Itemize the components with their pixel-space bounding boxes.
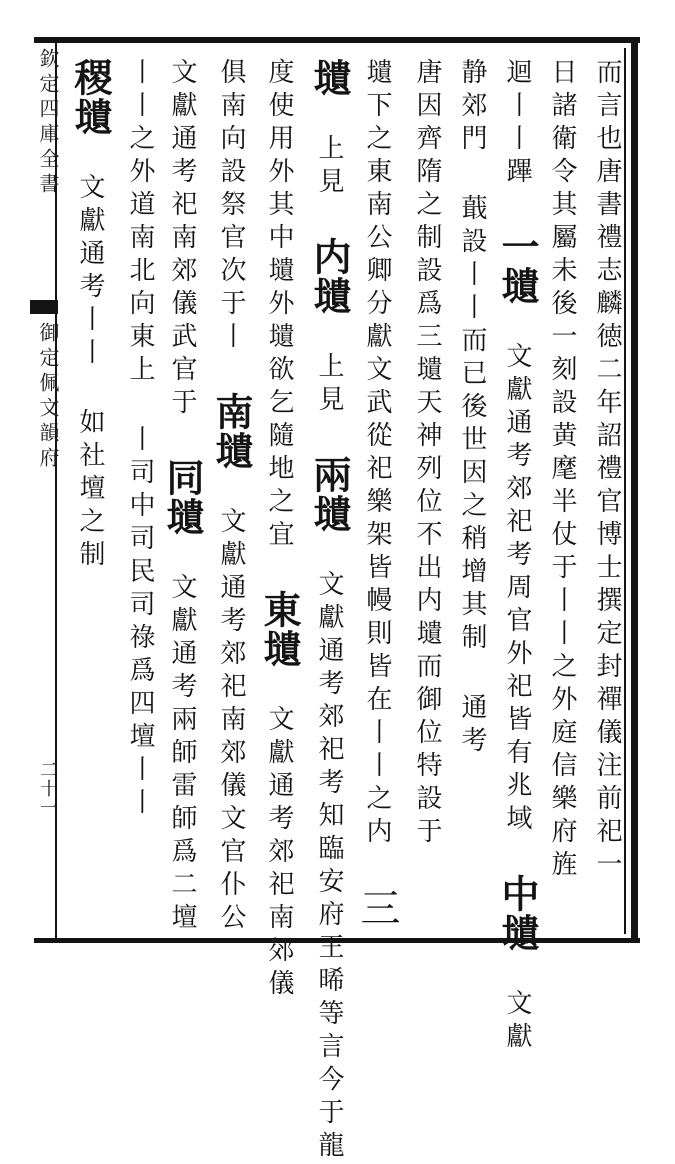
text-column-11	[123, 58, 157, 821]
frame-border-top	[34, 37, 640, 43]
column-text: 文獻通考祀南郊儀武官于	[167, 58, 197, 421]
text-column-10	[160, 58, 205, 936]
book-title-top: 欽定四庫全書	[36, 48, 60, 198]
column-text: 日諸衛令其屬未後一刻設黄麾半仗于丨丨之外庭信樂府旌	[547, 58, 577, 883]
headword-liang-wei: 兩壝	[307, 455, 352, 533]
column-text: 文獻通考郊祀南郊儀文官仆公	[216, 507, 246, 936]
text-column-5	[410, 58, 444, 850]
column-text: 文獻通考郊祀南郊儀	[264, 705, 294, 1002]
text-column-2	[545, 58, 579, 883]
headword-nan-wei: 南壝	[209, 392, 254, 470]
text-column-6	[354, 58, 400, 934]
headword-zhong-wei: 中壝	[495, 874, 540, 952]
column-text: 文獻通考郊祀考周官外祀皆有兆域	[502, 342, 532, 837]
column-text: 唐因齊隋之制設爲三壝天神列位不出内壝而御位特設于	[412, 58, 442, 850]
text-column-8	[257, 58, 302, 1002]
column-text: 丨丨之外道南北向東上	[125, 58, 155, 388]
column-text: 而言也唐書禮志麟徳二年詔禮官博士撰定封禪儀注前祀一	[592, 58, 622, 883]
column-text: 壝下之東南公卿分獻文武從祀樂架皆幔則皆在丨丨之内	[362, 58, 392, 850]
text-column-7	[307, 58, 352, 1164]
folio-number: 二十一	[37, 760, 58, 817]
text-column-4	[455, 58, 489, 759]
book-title-bottom: 御定佩文韻府	[36, 322, 60, 472]
text-column-1	[590, 58, 624, 883]
column-text: 丨司中司民司祿爲四壇丨丨	[125, 425, 155, 821]
frame-border-right	[631, 37, 638, 943]
column-text: 上見	[314, 134, 344, 200]
text-column-12	[68, 58, 113, 573]
column-text: 度使用外其中壝外壝欲乞隨地之宜	[264, 58, 294, 553]
column-text: 通考	[457, 693, 487, 759]
column-text: 静郊門	[457, 58, 487, 157]
column-text: 如社壇之制	[75, 408, 105, 573]
headword-nei-wei: 内壝	[307, 237, 352, 315]
column-text: 蕺設丨丨而已後世因之稍增其制	[457, 194, 487, 656]
headword-ji-wei: 稷壝	[68, 58, 113, 136]
column-text: 俱南向設祭官次于丨	[216, 58, 246, 355]
column-text: 文獻通考郊祀考知臨安府王晞等言今于龍	[314, 570, 344, 1164]
column-text: 迴丨丨蹕	[502, 58, 532, 190]
headword-san: 三	[354, 887, 400, 934]
headword-dong-wei: 東壝	[257, 590, 302, 668]
fish-tail-mark	[30, 300, 58, 314]
column-text: 文獻通考兩師雷師爲二壇	[167, 573, 197, 936]
headword-tong-wei: 同壝	[160, 458, 205, 536]
column-text: 文獻	[502, 989, 532, 1055]
headword-wei: 壝	[307, 58, 352, 97]
headword-yi-wei: 一壝	[495, 227, 540, 305]
column-text: 上見	[314, 352, 344, 418]
text-column-9	[209, 58, 254, 936]
column-text: 文獻通考丨丨	[75, 173, 105, 371]
text-column-3	[495, 58, 540, 1055]
frame-border-right-inner	[624, 48, 626, 934]
